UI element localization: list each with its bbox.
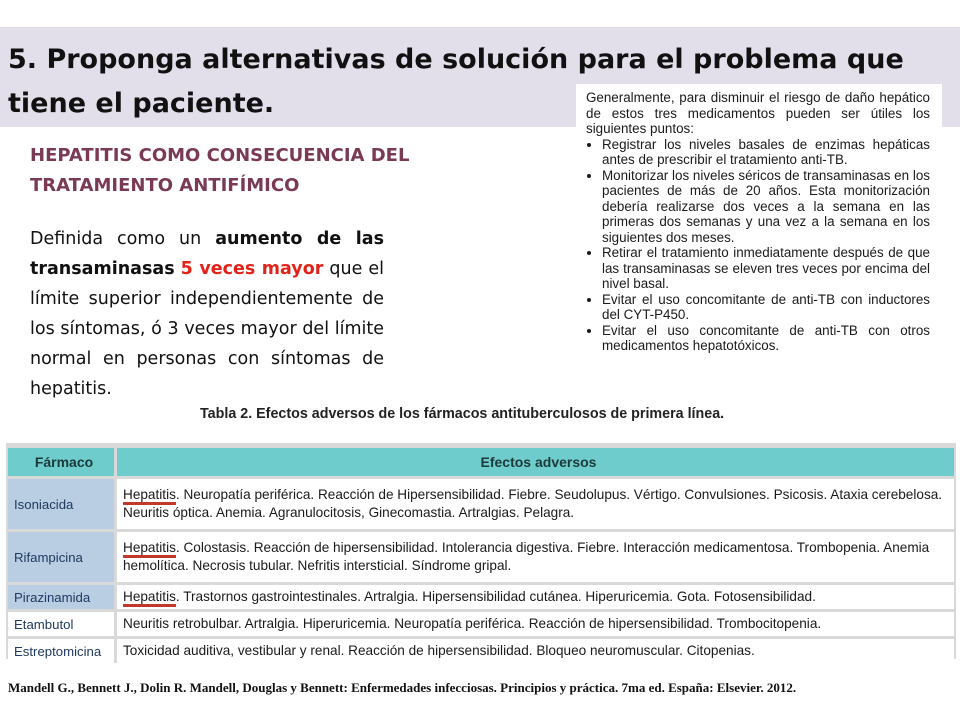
effects-text: . Neuropatía periférica. Reacción de Hipersensibilidad. Fiebre. Seudolupus. Vértigo. Convulsiones. Psicosis. Ataxia cerebelosa. Neuritis óptica. Anemia. Agranulocitosis, Ginecomastia. Artralgias. Pelagra. (123, 487, 943, 520)
recommendations-intro: Generalmente, para disminuir el riesgo de daño hepático de estos tres medicamentos pueden ser útiles los siguientes puntos: (586, 90, 930, 136)
drug-cell: Isoniacida (8, 479, 117, 529)
effects-text: Toxicidad auditiva, vestibular y renal. Reacción de hipersensibilidad. Bloqueo neuromuscular. Citopenias. (123, 643, 755, 658)
section-subtitle: HEPATITIS COMO CONSECUENCIA DEL TRATAMIENTO ANTIFÍMICO (30, 145, 410, 196)
effects-cell (117, 612, 954, 636)
recommendations-list (586, 137, 930, 354)
hepatitis-underlined: Hepatitis (123, 589, 176, 604)
definition-bold-text: aumento de las transaminasas (30, 229, 384, 279)
effects-table-container (6, 443, 956, 659)
recommendation-item: • Evitar el uso concomitante de anti-TB con otros medicamentos hepatotóxicos. (602, 323, 930, 354)
effects-text: . Trastornos gastrointestinales. Artralgia. Hipersensibilidad cutánea. Hiperuricemia. Gota. Fotosensibilidad. (175, 589, 816, 604)
header-drug: Fármaco (8, 448, 117, 476)
hepatitis-underlined: Hepatitis (123, 540, 176, 555)
table-row (8, 532, 954, 582)
definition-highlight: 5 veces mayor (180, 259, 324, 279)
effects-cell (117, 585, 954, 609)
table-row (8, 639, 954, 663)
table-row (8, 612, 954, 636)
effects-text: Neuritis retrobulbar. Artralgia. Hiperuricemia. Neuropatía periférica. Reacción de hipersensibilidad. Trombocitopenia. (123, 616, 822, 631)
effects-cell (117, 479, 954, 529)
effects-cell (117, 639, 954, 663)
definition-text-1: Definida como un (30, 229, 216, 249)
drug-cell: Estreptomicina (8, 639, 117, 663)
recommendation-item: • Retirar el tratamiento inmediatamente después de que las transaminasas se eleven tres veces por encima del nivel basal. (602, 245, 930, 292)
effects-cell (117, 532, 954, 582)
slide-title: 5. Proponga alternativas de solución para el problema que tiene el paciente. (8, 44, 904, 119)
recommendation-item: • Registrar los niveles basales de enzimas hepáticas antes de prescribir el tratamiento anti-TB. (602, 137, 930, 168)
effects-text: . Colostasis. Reacción de hipersensibilidad. Intolerancia digestiva. Fiebre. Interacción medicamentosa. Trombopenia. Anemia hemolítica. Necrosis tubular. Nefritis intersticial. Síndrome gripal. (123, 540, 930, 573)
adverse-effects-table (8, 445, 954, 666)
table-caption: Tabla 2. Efectos adversos de los fármacos antituberculosos de primera línea. (200, 406, 725, 422)
table-row (8, 585, 954, 609)
citation: Mandell G., Bennett J., Dolin R. Mandell, Douglas y Bennett: Enfermedades infecciosas. Principios y práctica. 7ma ed. España: Elsevier. 2012. (8, 680, 797, 695)
definition-text-2: que el límite superior independientemente de los síntomas, ó 3 veces mayor del límite normal en personas con síntomas de hepatitis. (30, 259, 384, 399)
table-header-row (8, 448, 954, 476)
drug-cell: Rifampicina (8, 532, 117, 582)
drug-cell: Pirazinamida (8, 585, 117, 609)
header-effects: Efectos adversos (117, 448, 954, 476)
recommendation-item: • Monitorizar los niveles séricos de transaminasas en los pacientes de más de 20 años. Esta monitorización debería realizarse dos veces a la semana en las primeras dos semanas y una vez a la semana en los siguientes dos meses. (602, 168, 930, 246)
recommendations-box (576, 84, 942, 402)
hepatitis-underlined: Hepatitis (123, 487, 176, 502)
table-row (8, 479, 954, 529)
drug-cell: Etambutol (8, 612, 117, 636)
definition-paragraph (30, 224, 384, 404)
recommendation-item: • Evitar el uso concomitante de anti-TB con inductores del CYT-P450. (602, 292, 930, 323)
